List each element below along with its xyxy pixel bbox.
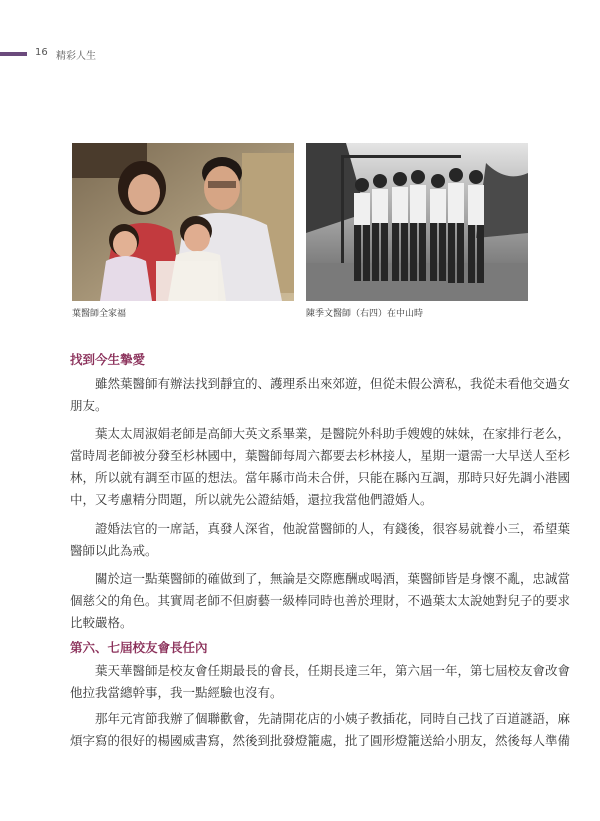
family-photo-caption: 葉醫師全家福: [72, 309, 127, 319]
text-line: 葉太太周淑娟老師是高師大英文系畢業，是醫院外科助手嫂嫂的妹妹，在家排行老么，: [70, 426, 571, 441]
paragraph: [70, 373, 571, 417]
section-heading: 找到今生摯愛: [70, 352, 146, 367]
text-line: 朋友。: [70, 398, 108, 413]
group-photo-caption: 陳季文醫師（右四）在中山時: [306, 309, 424, 319]
text-line: 當時周老師被分發至杉林國中，葉醫師每周六都要去杉林接人，星期一還需一大早送人至杉: [70, 448, 571, 463]
text-line: 葉天華醫師是校友會任期最長的會長，任期長達三年，第六屆一年，第七屆校友會改會: [70, 663, 571, 678]
page-number: 16: [35, 47, 48, 58]
group-photo: [306, 143, 528, 301]
header-accent-bar: [0, 52, 27, 56]
paragraph: [70, 568, 571, 634]
text-line: 那年元宵節我辦了個聯歡會，先請開花店的小姨子教插花，同時自己找了百道謎語，麻: [70, 711, 571, 726]
paragraph: [70, 708, 571, 752]
text-line: 證婚法官的一席話，真發人深省，他說當醫師的人，有錢後，很容易就養小三，希望葉: [70, 521, 571, 536]
paragraph: [70, 518, 571, 562]
paragraph: [70, 423, 571, 511]
paragraph: [70, 660, 571, 704]
text-line: 煩字寫的很好的楊國威書寫，然後到批發燈籠處，批了圓形燈籠送給小朋友，然後每人準備: [70, 733, 571, 748]
text-line: 他拉我當總幹事，我一點經驗也沒有。: [70, 685, 283, 700]
family-photo: [72, 143, 294, 301]
text-line: 醫師以此為戒。: [70, 543, 158, 558]
text-line: 中，又考慮精分問題，所以就先公證結婚，還拉我當他們證婚人。: [70, 492, 433, 507]
section-heading: 第六、七屆校友會長任內: [70, 640, 208, 655]
chapter-title: 精彩人生: [56, 51, 96, 62]
text-line: 比較嚴格。: [70, 615, 133, 630]
text-line: 個慈父的角色。其實周老師不但廚藝一級棒同時也善於理財，不過葉太太說她對兒子的要求: [70, 593, 571, 608]
text-line: 雖然葉醫師有辦法找到靜宜的、護理系出來郊遊，但從未假公濟私，我從未看他交過女: [70, 376, 571, 391]
text-line: 關於這一點葉醫師的確做到了，無論是交際應酬或喝酒，葉醫師皆是身懷不亂，忠誠當: [70, 571, 571, 586]
text-line: 林，所以就有調至市區的想法。當年縣市尚未合併，只能在縣內互調，那時只好先調小港國: [70, 470, 571, 485]
